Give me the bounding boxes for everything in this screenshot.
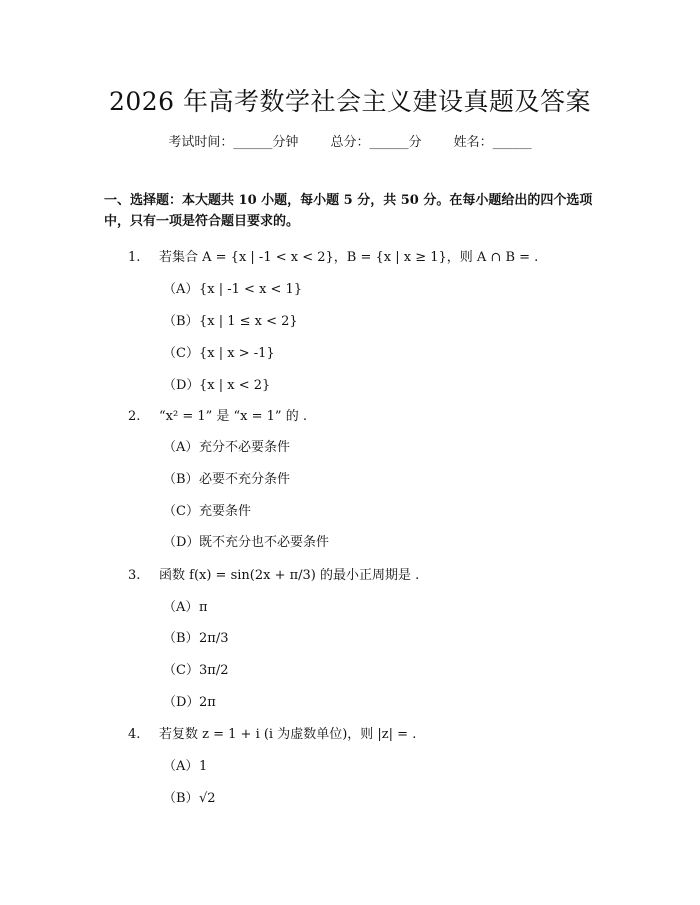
option-text: 3π/2	[199, 663, 229, 678]
option-1d	[163, 374, 270, 393]
question-number: 3.	[128, 568, 141, 583]
option-label: （C）	[163, 663, 199, 678]
option-3b	[163, 627, 228, 646]
option-label: （B）	[163, 791, 199, 806]
question-2	[128, 405, 307, 424]
option-label: （D）	[163, 378, 200, 393]
option-text: 充要条件	[199, 504, 252, 519]
option-text: π	[199, 600, 208, 615]
option-text: 既不充分也不必要条件	[199, 535, 330, 550]
option-2b	[163, 468, 290, 487]
page-title: 2026 年高考数学社会主义建设真题及答案	[108, 87, 592, 116]
option-label: （D）	[163, 535, 200, 550]
question-text: 函数 f(x) = sin(2x + π/3) 的最小正周期是 .	[159, 568, 420, 583]
question-number: 1.	[128, 250, 141, 265]
option-2a	[163, 436, 290, 455]
option-label: （B）	[163, 314, 199, 329]
question-1	[128, 246, 538, 265]
question-text: 若集合 A = {x | -1 < x < 2}，B = {x | x ≥ 1}，则 A ∩ B = .	[159, 250, 539, 265]
option-text: {x | 1 ≤ x < 2}	[199, 314, 298, 329]
option-label: （A）	[163, 600, 199, 615]
option-text: 1	[199, 759, 208, 774]
option-label: （A）	[163, 440, 199, 455]
exam-meta	[0, 131, 700, 150]
question-number: 4.	[128, 727, 141, 742]
option-text: {x | x < 2}	[199, 378, 271, 393]
option-text: √2	[199, 791, 216, 806]
option-text: 2π	[199, 695, 216, 710]
option-label: （A）	[163, 282, 199, 297]
exam-time: 考试时间：______分钟	[168, 135, 299, 150]
option-label: （B）	[163, 631, 199, 646]
option-3d	[163, 691, 216, 710]
option-label: （A）	[163, 759, 199, 774]
option-1c	[163, 342, 275, 361]
option-4a	[163, 755, 207, 774]
option-label: （D）	[163, 695, 200, 710]
question-text: 若复数 z = 1 + i (i 为虚数单位)，则 |z| = .	[159, 727, 417, 742]
exam-score: 总分：______分	[330, 135, 422, 150]
option-2d	[163, 531, 329, 550]
section-heading: 一、选择题：本大题共 10 小题，每小题 5 分，共 50 分。在每小题给出的四个选项中，只有一项是符合题目要求的。	[104, 193, 593, 229]
option-text: 2π/3	[199, 631, 229, 646]
option-1a	[163, 278, 302, 297]
student-name: 姓名：______	[453, 135, 532, 150]
option-label: （B）	[163, 472, 199, 487]
option-text: 充分不必要条件	[199, 440, 291, 455]
option-text: {x | -1 < x < 1}	[199, 282, 303, 297]
option-2c	[163, 500, 251, 519]
question-4	[128, 723, 416, 742]
option-text: 必要不充分条件	[199, 472, 291, 487]
option-4b	[163, 787, 216, 806]
question-text: “x² = 1” 是 “x = 1” 的 .	[159, 409, 307, 424]
option-label: （C）	[163, 346, 199, 361]
option-label: （C）	[163, 504, 199, 519]
option-text: {x | x > -1}	[199, 346, 275, 361]
question-3	[128, 564, 419, 583]
option-1b	[163, 310, 298, 329]
option-3a	[163, 596, 208, 615]
option-3c	[163, 659, 228, 678]
question-number: 2.	[128, 409, 141, 424]
